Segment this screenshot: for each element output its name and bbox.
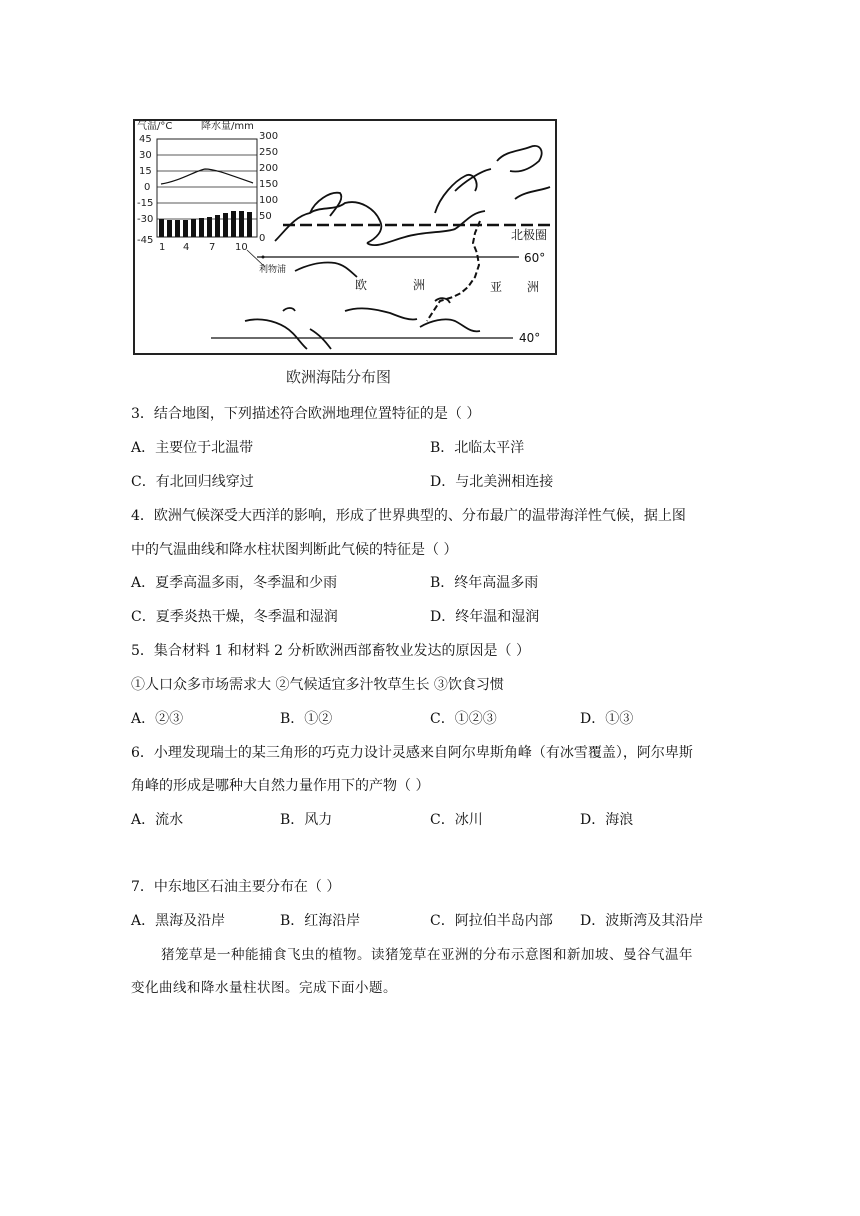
svg-text:30: 30 bbox=[139, 150, 152, 161]
precip-bars bbox=[159, 211, 252, 237]
question-4-stem-line2: 中的气温曲线和降水柱状图判断此气候的特征是（ ） bbox=[131, 542, 458, 558]
station-label: 利物浦 bbox=[259, 265, 287, 275]
question-6-stem-line2: 角峰的形成是哪种大自然力量作用下的产物（ ） bbox=[131, 778, 430, 794]
svg-text:-45: -45 bbox=[137, 235, 154, 246]
question-3-stem: 3．结合地图，下列描述符合欧洲地理位置特征的是（ ） bbox=[131, 406, 481, 422]
material-line-1: 猪笼草是一种能捕食飞虫的植物。读猪笼草在亚洲的分布示意图和新加坡、曼谷气温年 bbox=[161, 947, 693, 963]
q7-option-d: D．波斯湾及其沿岸 bbox=[580, 913, 704, 929]
lat60-label: 60° bbox=[524, 251, 546, 265]
question-5-statements: ①人口众多市场需求大 ②气候适宜多汁牧草生长 ③饮食习惯 bbox=[131, 677, 504, 693]
coastlines bbox=[245, 146, 550, 349]
svg-text:250: 250 bbox=[259, 147, 279, 158]
q3-option-a: A．主要位于北温带 bbox=[131, 440, 254, 456]
svg-text:7: 7 bbox=[209, 242, 216, 253]
material-line-2: 变化曲线和降水量柱状图。完成下面小题。 bbox=[131, 980, 397, 996]
q4-option-b: B．终年高温多雨 bbox=[430, 575, 539, 591]
svg-text:150: 150 bbox=[259, 179, 279, 190]
q5-option-c: C．①②③ bbox=[430, 711, 497, 727]
svg-text:45: 45 bbox=[139, 134, 152, 145]
lat40-label: 40° bbox=[519, 331, 541, 345]
svg-text:50: 50 bbox=[259, 211, 272, 222]
question-7-stem: 7．中东地区石油主要分布在（ ） bbox=[131, 879, 341, 895]
svg-text:-15: -15 bbox=[137, 198, 154, 209]
question-4-stem-line1: 4．欧洲气候深受大西洋的影响，形成了世界典型的、分布最广的温带海洋性气候，据上图 bbox=[131, 508, 686, 524]
europe-label-1: 欧 bbox=[355, 278, 368, 292]
europe-label-2: 洲 bbox=[413, 278, 426, 292]
q4-option-d: D．终年温和湿润 bbox=[430, 609, 540, 625]
svg-text:气温/°C: 气温/°C bbox=[137, 121, 173, 132]
svg-text:15: 15 bbox=[139, 166, 152, 177]
q7-option-c: C．阿拉伯半岛内部 bbox=[430, 913, 553, 929]
svg-text:100: 100 bbox=[259, 195, 279, 206]
q7-option-b: B．红海沿岸 bbox=[280, 913, 361, 929]
climate-gridlines bbox=[157, 155, 257, 219]
q5-option-a: A．②③ bbox=[131, 711, 184, 727]
europe-map-figure bbox=[133, 119, 557, 355]
svg-text:0: 0 bbox=[259, 233, 266, 244]
europe-asia-boundary bbox=[427, 221, 480, 321]
q6-option-d: D．海浪 bbox=[580, 812, 634, 828]
q5-option-d: D．①③ bbox=[580, 711, 634, 727]
svg-text:4: 4 bbox=[183, 242, 190, 253]
month-ticks bbox=[159, 242, 248, 253]
q6-option-c: C．冰川 bbox=[430, 812, 483, 828]
svg-text:0: 0 bbox=[144, 182, 151, 193]
q6-option-b: B．风力 bbox=[280, 812, 333, 828]
svg-text:-30: -30 bbox=[137, 214, 154, 225]
question-6-stem-line1: 6．小理发现瑞士的某三角形的巧克力设计灵感来自阿尔卑斯角峰（有冰雪覆盖），阿尔卑斯 bbox=[131, 745, 693, 761]
figure-caption: 欧洲海陆分布图 bbox=[286, 368, 392, 386]
q3-option-d: D．与北美洲相连接 bbox=[430, 474, 554, 490]
arctic-circle-label: 北极圈 bbox=[511, 228, 548, 242]
svg-text:300: 300 bbox=[259, 131, 279, 142]
europe-map-svg bbox=[135, 121, 555, 353]
q6-option-a: A．流水 bbox=[131, 812, 184, 828]
svg-text:10: 10 bbox=[235, 242, 248, 253]
q5-option-b: B．①② bbox=[280, 711, 333, 727]
q7-option-a: A．黑海及沿岸 bbox=[131, 913, 226, 929]
question-5-stem: 5．集合材料 1 和材料 2 分析欧洲西部畜牧业发达的原因是（ ） bbox=[131, 643, 530, 659]
q3-option-c: C．有北回归线穿过 bbox=[131, 474, 254, 490]
svg-text:降水量/mm: 降水量/mm bbox=[201, 121, 254, 132]
svg-text:1: 1 bbox=[159, 242, 166, 253]
asia-label-1: 亚 bbox=[490, 280, 503, 294]
asia-label-2: 洲 bbox=[527, 280, 540, 294]
q4-option-a: A．夏季高温多雨，冬季温和少雨 bbox=[131, 575, 338, 591]
q3-option-b: B．北临太平洋 bbox=[430, 440, 525, 456]
svg-text:200: 200 bbox=[259, 163, 279, 174]
q4-option-c: C．夏季炎热干燥，冬季温和湿润 bbox=[131, 609, 338, 625]
